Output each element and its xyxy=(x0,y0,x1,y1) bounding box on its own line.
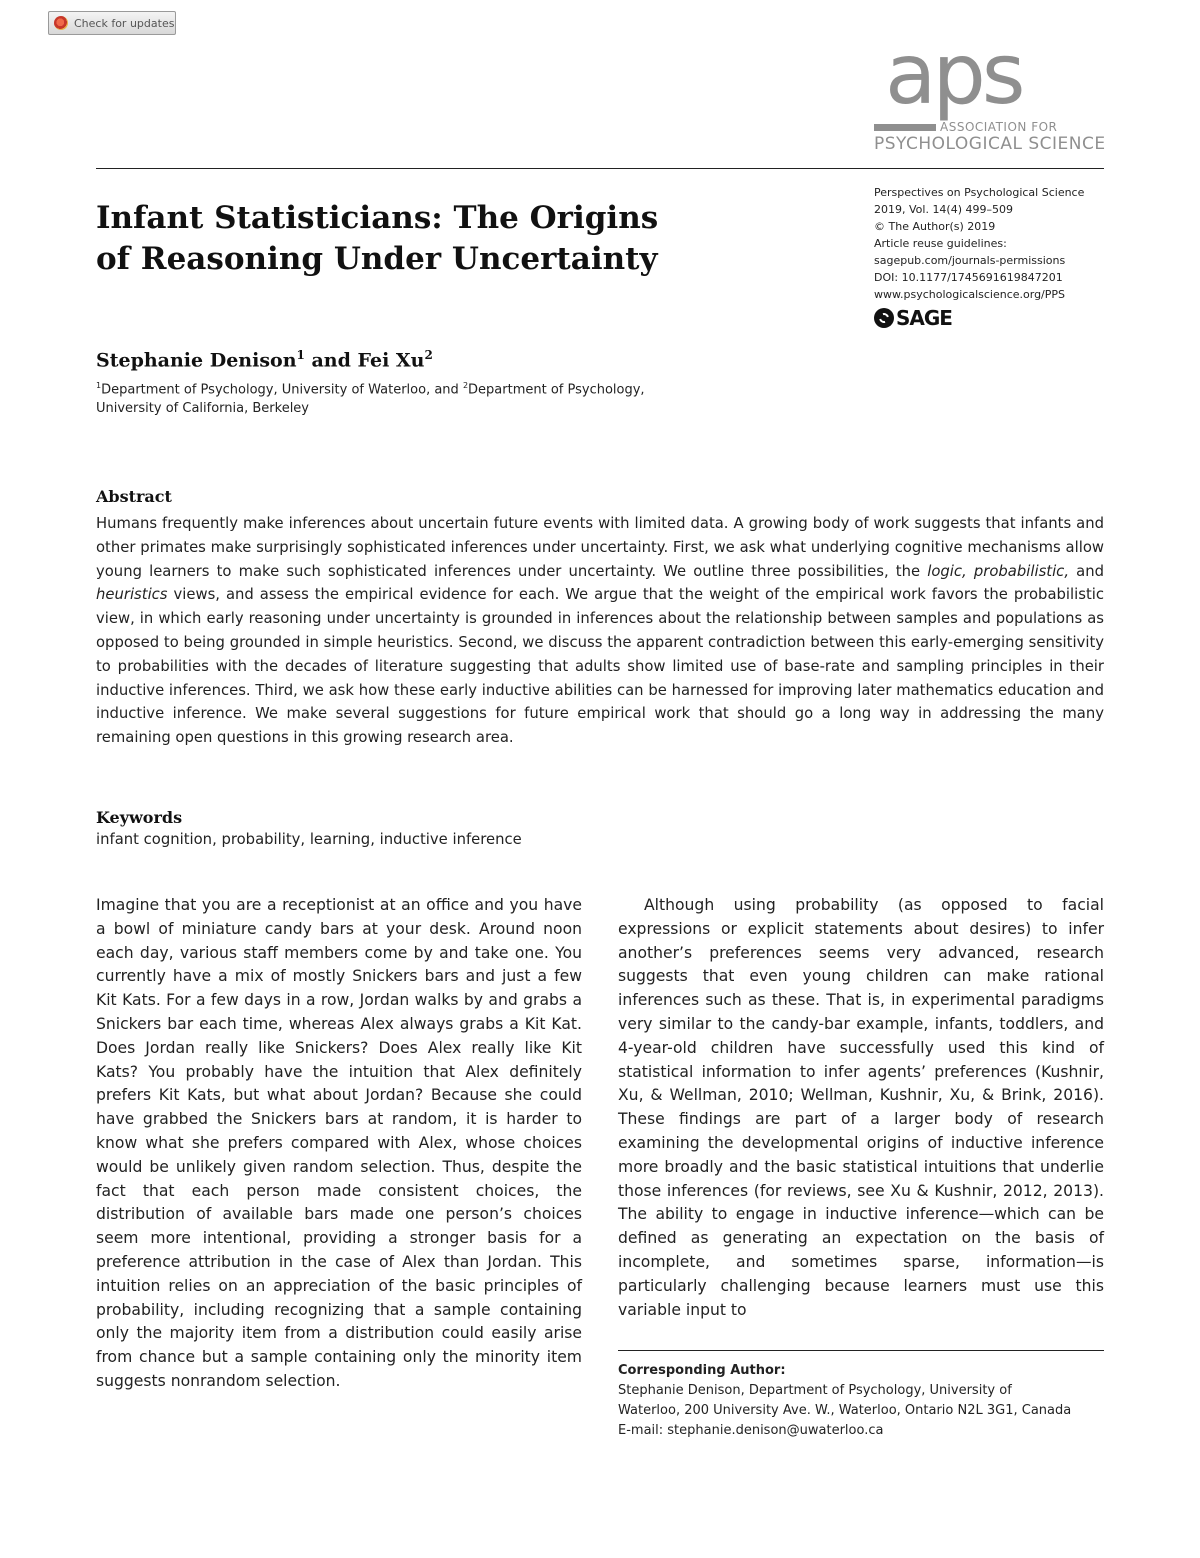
title-line-1: Infant Statisticians: The Origins xyxy=(96,200,659,236)
sage-icon xyxy=(874,308,894,328)
body-column-right: Although using probability (as opposed to facial expressions or explicit statements about desires) to infer another’s preferences seems very advanced, research suggests that even young children can make rational inferences such as these. That is, in experimental paradigms very similar to the candy-bar example, infants, toddlers, and 4-year-old children have successfully used this kind of statistical information to infer agents’ preferences (Kushnir, Xu, & Wellman, 2010; Wellman, Kushnir, Xu, & Brink, 2016). These findings are part of a larger body of research examining the developmental origins of inductive inference more broadly and the basic statistical intuitions that underlie those inferences (for reviews, see Xu & Kushnir, 2012, 2013). The ability to engage in inductive inference—which can be defined as generating an expectation on the basis of incomplete, and sometimes sparse, information—is particularly challenging because learners must use this variable input to xyxy=(618,896,1104,1319)
body-column-left: Imagine that you are a receptionist at an office and you have a bowl of miniature candy bars at your desk. Around noon each day, various staff members come by and take one. You currently have a mix of mostly Snickers bars and just a few Kit Kats. For a few days in a row, Jordan walks by and grabs a Snickers bar each time, whereas Alex always grabs a Kit Kat. Does Jordan really like Snickers? Does Alex really like Kit Kats? You probably have the intuition that Alex definitely prefers Kit Kats, but what about Jordan? Because she could have grabbed the Snickers bars at random, it is harder to know what she prefers compared with Alex, whose choices would be unlikely given random selection. Thus, despite the fact that each person made consistent choices, the distribution of available bars made one person’s choices seem more intentional, providing a stronger basis for a preference attribution in the case of Alex than Jordan. This intuition relies on an appreciation of the basic principles of probability, including recognizing that a sample containing only the majority item from a distribution could easily arise from chance but a sample containing only the minority item suggests nonrandom selection. xyxy=(96,896,582,1390)
crossmark-icon xyxy=(54,16,68,30)
journal-name: Perspectives on Psychological Science xyxy=(874,186,1085,199)
affiliations xyxy=(96,376,796,418)
logo-line1: ASSOCIATION FOR xyxy=(940,120,1058,134)
reuse-guidelines: Article reuse guidelines: xyxy=(874,237,1007,250)
abstract-heading: Abstract xyxy=(96,487,172,506)
abstract-emphasis: heuristics xyxy=(96,586,168,604)
article-title xyxy=(96,198,816,280)
corresponding-heading: Corresponding Author: xyxy=(618,1363,786,1378)
corresponding-line-2: Waterloo, 200 University Ave. W., Waterloo, Ontario N2L 3G1, Canada xyxy=(618,1403,1072,1418)
affiliation-2-line-1: Department of Psychology, xyxy=(468,382,645,398)
title-line-2: of Reasoning Under Uncertainty xyxy=(96,241,658,277)
author-sup: 2 xyxy=(424,348,433,362)
abstract-text xyxy=(96,512,1104,750)
journal-site-link[interactable]: www.psychologicalscience.org/PPS xyxy=(874,288,1066,301)
affiliation-2-line-2: University of California, Berkeley xyxy=(96,401,309,417)
affil-sup: 2 xyxy=(462,381,469,390)
keywords-heading: Keywords xyxy=(96,808,183,827)
logo-line2: PSYCHOLOGICAL SCIENCE xyxy=(874,134,1106,154)
author-name: Stephanie Denison xyxy=(96,349,297,372)
header-rule xyxy=(96,168,1104,169)
abstract-part: views, and assess the empirical evidence for each. We argue that the weight of the empirical work favors the probabilistic view, in which early reasoning under uncertainty is grounded in inferences about the relationship between samples and populations as opposed to being grounded in simple heuristics. Second, we discuss the apparent contradiction between this early-emerging sensitivity to probabilities with the decades of literature suggesting that adults show limited use of base-rate and sampling principles in their inductive inferences. Third, we ask how these early inductive abilities can be harnessed for improving later mathematics education and inductive inference. We make several suggestions for future empirical work that should go a long way in addressing the many remaining open questions in this growing research area. xyxy=(96,586,1104,747)
abstract-part: and xyxy=(1069,562,1104,580)
abstract-part: Humans frequently make inferences about uncertain future events with limited data. A growing body of work suggests that infants and other primates make surprisingly sophisticated inferences under uncertainty. First, we ask what underlying cognitive mechanisms allow young learners to make such sophisticated inferences under uncertainty. We outline three possibilities, the xyxy=(96,515,1104,580)
doi[interactable]: DOI: 10.1177/1745691619847201 xyxy=(874,271,1063,284)
logo-bar xyxy=(874,124,936,131)
abstract-emphasis: logic, probabilistic, xyxy=(927,562,1070,580)
corresponding-line-1: Stephanie Denison, Department of Psychology, University of xyxy=(618,1383,1012,1398)
author-list xyxy=(96,348,433,371)
sage-logo xyxy=(874,306,952,330)
aps-logo xyxy=(860,25,1106,160)
permissions-link[interactable]: sagepub.com/journals-permissions xyxy=(874,254,1066,267)
journal-metadata xyxy=(874,184,1114,303)
author-sup: 1 xyxy=(296,348,305,362)
check-for-updates-label: Check for updates xyxy=(74,16,175,30)
affiliation-1: Department of Psychology, University of Waterloo, and xyxy=(101,382,463,398)
corresponding-author xyxy=(618,1361,1104,1441)
check-for-updates-button[interactable] xyxy=(48,11,176,35)
author-name: Fei Xu xyxy=(357,349,425,372)
corresponding-email[interactable]: E-mail: stephanie.denison@uwaterloo.ca xyxy=(618,1423,884,1438)
author-conjunction: and xyxy=(311,349,351,372)
journal-volume: 2019, Vol. 14(4) 499–509 xyxy=(874,203,1014,216)
affil-sup: 1 xyxy=(96,381,102,390)
aps-wordmark: aps xyxy=(885,25,1022,123)
keywords-list: infant cognition, probability, learning, inductive inference xyxy=(96,831,522,848)
footnote-rule xyxy=(618,1350,1104,1351)
copyright: © The Author(s) 2019 xyxy=(874,220,996,233)
sage-wordmark: SAGE xyxy=(896,306,952,330)
